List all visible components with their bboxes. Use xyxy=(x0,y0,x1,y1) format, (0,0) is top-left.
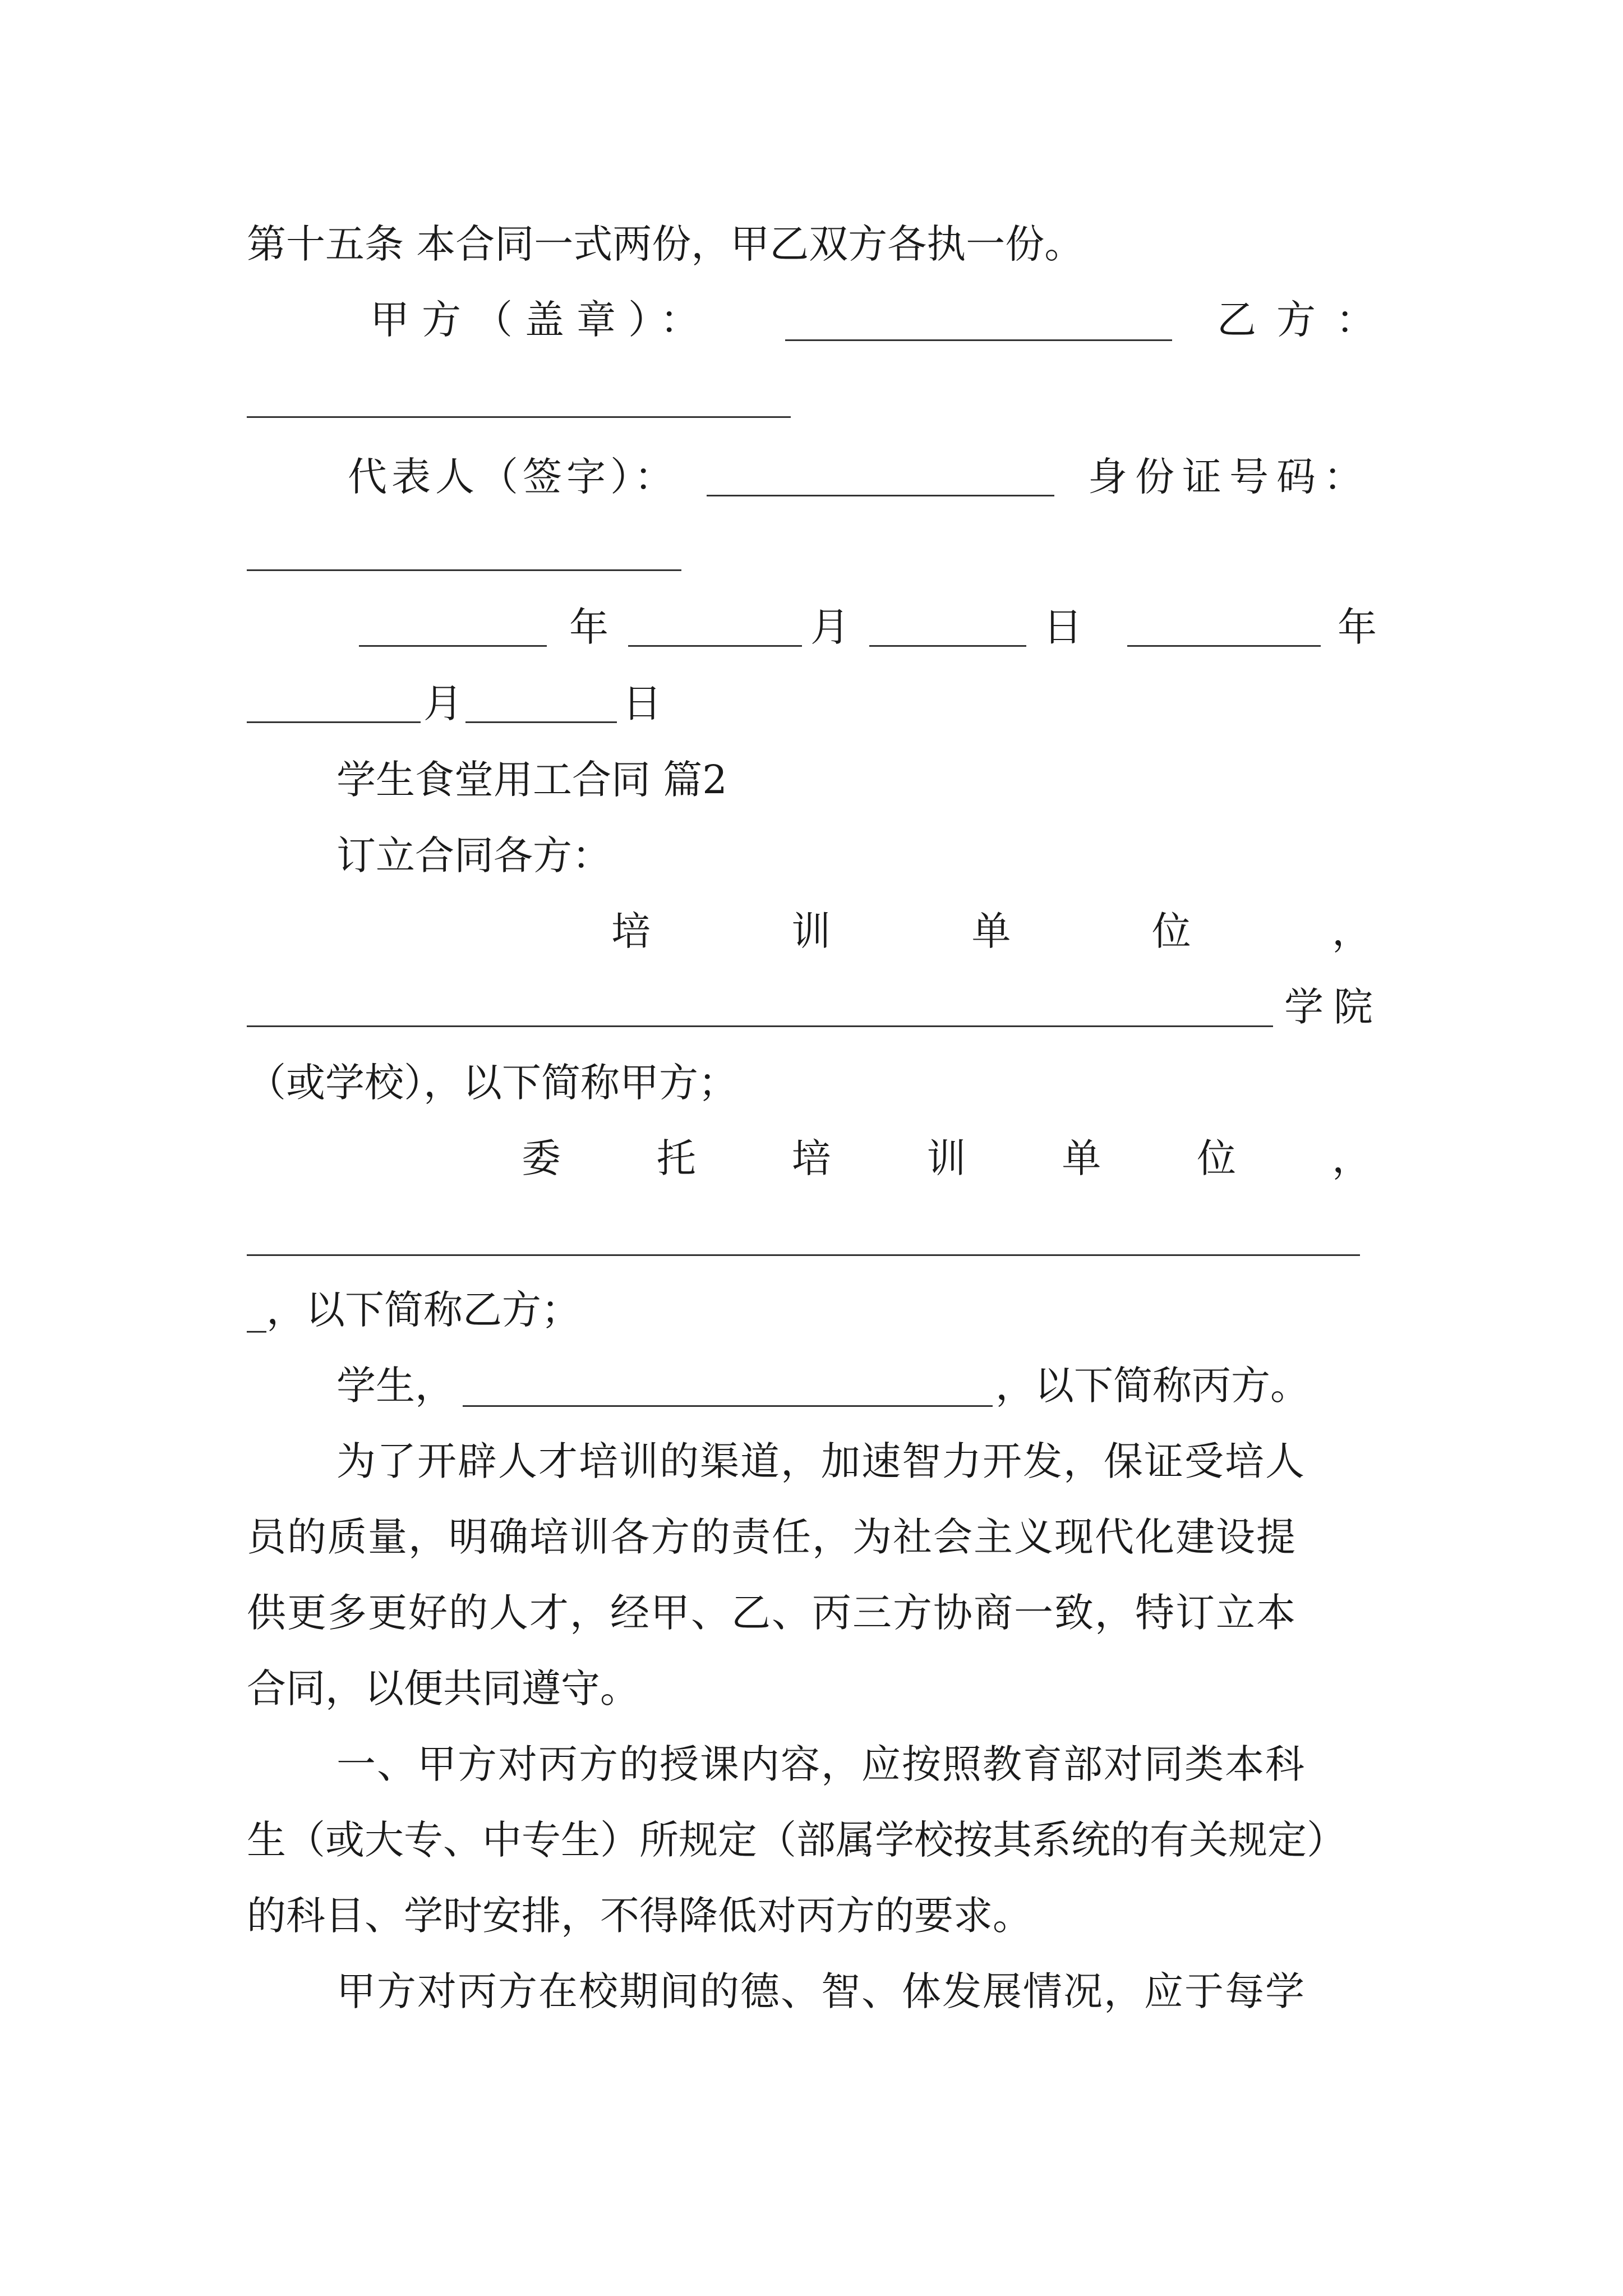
entrusting-unit-row xyxy=(522,1130,1371,1186)
id-number-label: 身份证号码： xyxy=(1088,454,1371,500)
para2-line3: 的科目、学时安排，不得降低对丙方的要求。 xyxy=(247,1893,1032,1939)
training-unit-blank[interactable] xyxy=(247,1025,1273,1027)
entrusting-unit-blank[interactable] xyxy=(247,1254,1360,1256)
para1-line1: 为了开辟人才培训的渠道，加速智力开发，保证受培人 xyxy=(336,1438,1306,1484)
section-title-2: 学生食堂用工合同 篇2 xyxy=(336,757,727,803)
parties-intro: 订立合同各方： xyxy=(336,832,611,878)
training-unit-row xyxy=(611,903,1371,959)
month-blank-a[interactable] xyxy=(628,645,802,647)
party-c-definition: ，以下简称丙方。 xyxy=(995,1363,1310,1409)
entrust-char: 培 xyxy=(791,1135,831,1181)
train-char: 训 xyxy=(791,908,831,954)
party-a-definition: （或学校），以下简称甲方； xyxy=(247,1060,737,1106)
year-label-a: 年 xyxy=(569,604,608,650)
para2-line2: 生（或大专、中专生）所规定（部属学校按其系统的有关规定） xyxy=(247,1817,1346,1863)
party-a-label: 甲方（盖章）： xyxy=(370,297,712,343)
clause-15: 第十五条 本合同一式两份，甲乙双方各执一份。 xyxy=(247,221,1084,267)
day-label-a: 日 xyxy=(1043,604,1082,650)
para1-line3: 供更多更好的人才，经甲、乙、丙三方协商一致，特订立本 xyxy=(247,1590,1297,1636)
train-char: 单 xyxy=(971,908,1011,954)
entrust-char: 位 xyxy=(1197,1135,1237,1181)
entrust-char: 托 xyxy=(656,1135,696,1181)
representative-blank[interactable] xyxy=(707,495,1054,496)
student-blank[interactable] xyxy=(463,1405,993,1407)
train-char: ， xyxy=(1332,908,1371,954)
id-number-blank[interactable] xyxy=(247,569,681,571)
entrust-char: 单 xyxy=(1062,1135,1101,1181)
para3-line1: 甲方对丙方在校期间的德、智、体发展情况，应于每学 xyxy=(336,1968,1306,2014)
year-blank-a[interactable] xyxy=(359,645,547,647)
party-b-definition: _，以下简称乙方； xyxy=(247,1287,580,1333)
para2-line1: 一、甲方对丙方的授课内容，应按照教育部对同类本科 xyxy=(336,1741,1306,1787)
month-label-a: 月 xyxy=(810,604,850,650)
para1-line4: 合同，以便共同遵守。 xyxy=(247,1665,639,1711)
entrust-char: 训 xyxy=(926,1135,966,1181)
para1-line2: 员的质量，明确培训各方的责任，为社会主义现代化建设提 xyxy=(247,1514,1297,1560)
year-label-b: 年 xyxy=(1338,604,1377,650)
student-label: 学生， xyxy=(336,1363,454,1409)
day-blank-a[interactable] xyxy=(869,645,1026,647)
party-a-blank[interactable] xyxy=(785,339,1172,341)
train-char: 培 xyxy=(611,908,651,954)
xueyuan-label: 学院 xyxy=(1284,984,1383,1030)
entrust-char: ， xyxy=(1331,1135,1371,1181)
entrust-char: 委 xyxy=(522,1135,561,1181)
party-b-label: 乙方： xyxy=(1217,297,1395,343)
month-blank-b[interactable] xyxy=(247,721,421,723)
day-label-b: 日 xyxy=(623,680,662,726)
month-label-b: 月 xyxy=(423,680,463,726)
day-blank-b[interactable] xyxy=(465,721,617,723)
train-char: 位 xyxy=(1151,908,1191,954)
year-blank-b[interactable] xyxy=(1127,645,1321,647)
party-b-blank[interactable] xyxy=(247,416,791,418)
representative-label: 代表人（签字）： xyxy=(348,454,678,500)
